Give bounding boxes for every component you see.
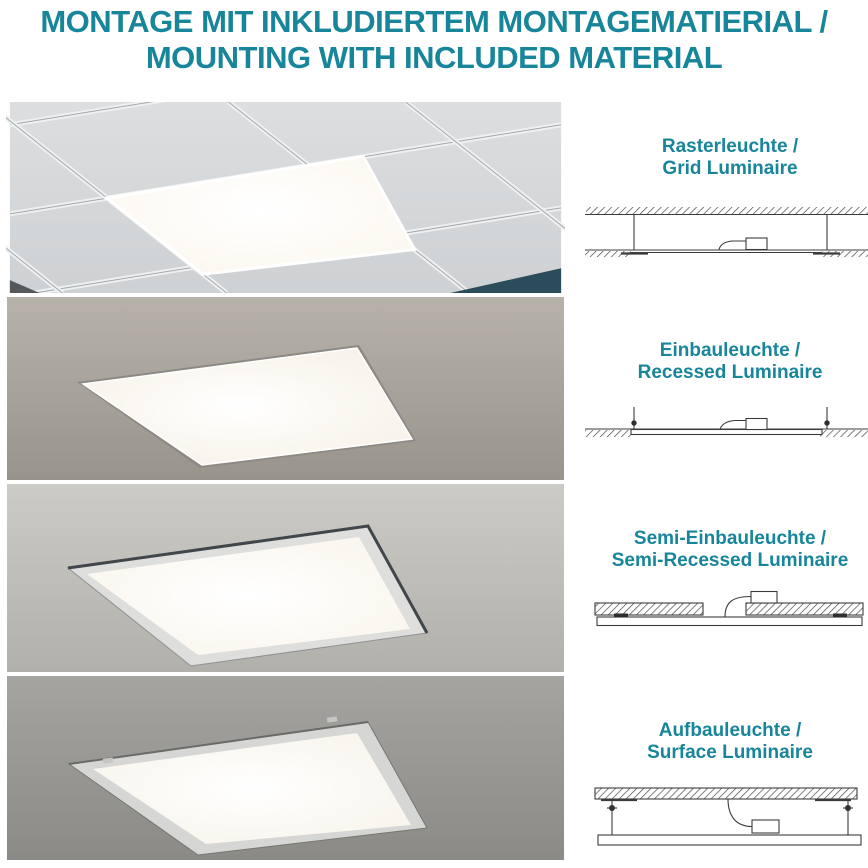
driver-box	[751, 592, 777, 604]
grid-ceiling-panel-photo	[6, 102, 565, 293]
label-en: Grid Luminaire	[662, 158, 798, 179]
spring-clip	[824, 420, 829, 425]
semi-recessed-panel-photo	[6, 484, 565, 672]
label-de: Einbauleuchte /	[659, 340, 801, 361]
label-grid-luminaire	[590, 136, 868, 180]
title-line-1: MONTAGE MIT INKLUDIERTEM MONTAGEMATIERIAL /	[40, 4, 828, 39]
grid-mount-diagram	[585, 205, 868, 275]
driver-box	[752, 820, 779, 833]
spring-clip	[631, 420, 636, 425]
driver-box	[746, 238, 767, 250]
label-en: Surface Luminaire	[647, 742, 813, 763]
label-surface-luminaire	[590, 720, 868, 764]
label-en: Recessed Luminaire	[637, 362, 823, 383]
recessed-panel-photo	[6, 297, 565, 480]
surface-mount-diagram	[585, 783, 868, 868]
panel-body	[598, 835, 861, 845]
recessed-mount-diagram	[585, 395, 868, 465]
panel-body	[597, 617, 862, 626]
page-title	[0, 4, 868, 76]
label-recessed-luminaire	[590, 340, 868, 384]
surface-panel-photo	[6, 676, 565, 860]
label-en: Semi-Recessed Luminaire	[611, 550, 849, 571]
title-line-2: MOUNTING WITH INCLUDED MATERIAL	[145, 40, 723, 75]
label-de: Semi-Einbauleuchte /	[633, 528, 827, 549]
semi-recessed-mount-diagram	[585, 588, 868, 658]
label-de: Rasterleuchte /	[661, 136, 799, 157]
driver-box	[746, 419, 767, 430]
label-semi-recessed-luminaire	[590, 528, 868, 572]
label-de: Aufbauleuchte /	[658, 720, 802, 741]
